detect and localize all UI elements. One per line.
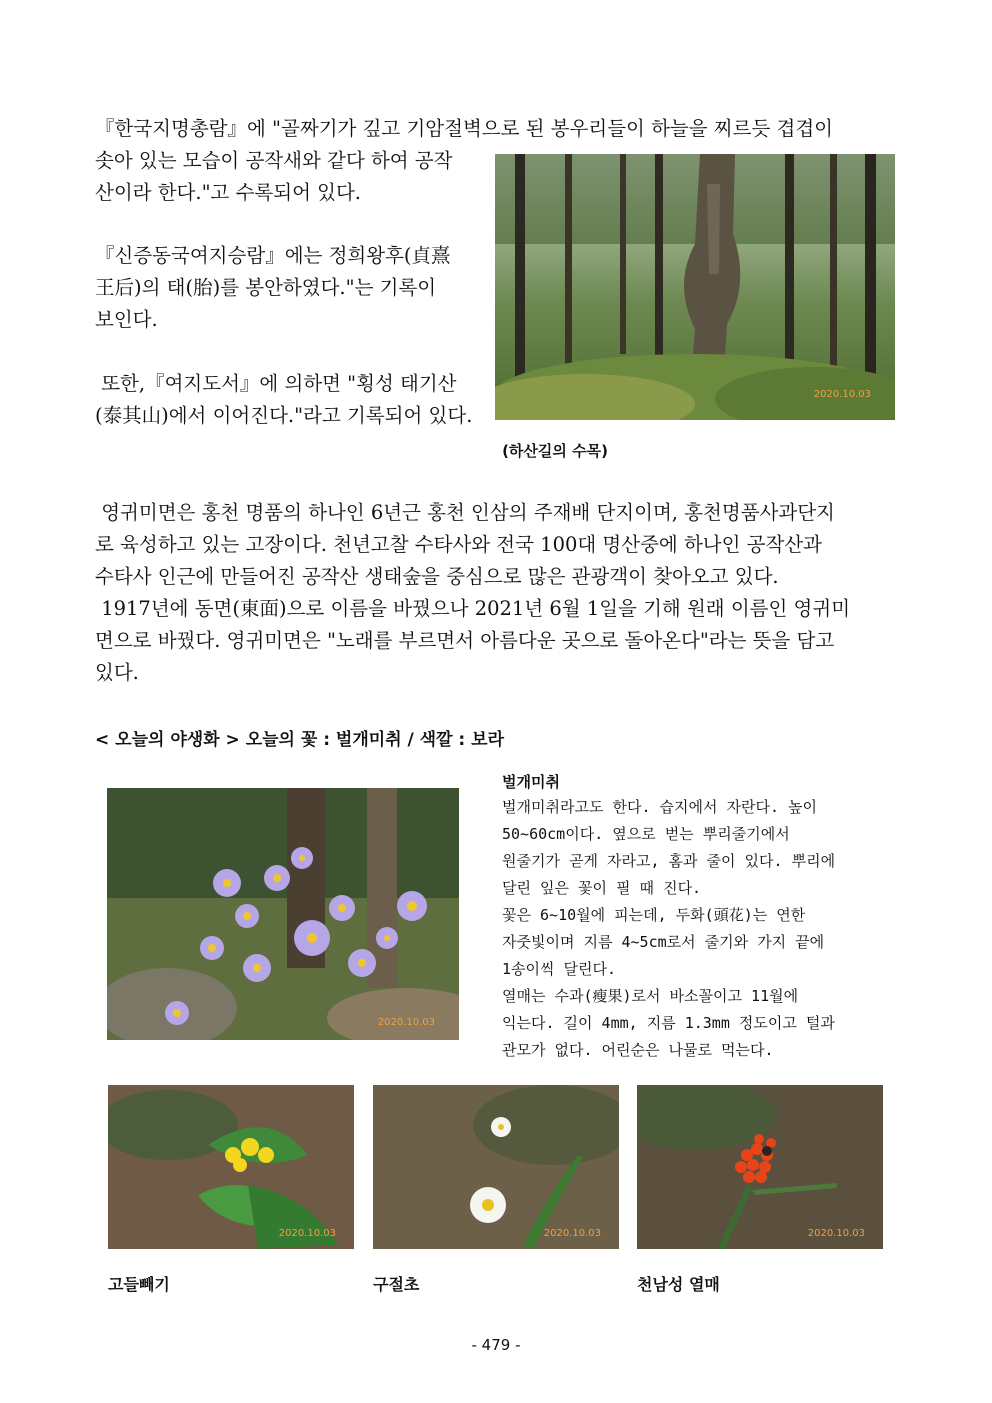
body-p2-line-2: 면으로 바꿨다. 영귀미면은 "노래를 부르면서 아름다운 곳으로 돌아온다"라는 뜻을 담고: [95, 629, 835, 652]
flower-desc-line: 꽃은 6~10월에 피는데, 두화(頭花)는 연한: [502, 906, 806, 924]
aster-photo: [107, 788, 459, 1040]
flower-desc-line: 익는다. 길이 4mm, 지름 1.3mm 정도이고 털과: [502, 1014, 835, 1032]
flower-desc-line: 벌개미취라고도 한다. 습지에서 자란다. 높이: [502, 798, 818, 816]
forest-trail-photo: [495, 154, 895, 420]
flower-desc-line: 원줄기가 곧게 자라고, 홈과 줄이 있다. 뿌리에: [502, 852, 836, 870]
body-p1-line-1: 영귀미면은 홍천 명품의 하나인 6년근 홍천 인삼의 주재배 단지이며, 홍천명품사과단지: [95, 501, 835, 524]
flower-desc-line: 관모가 없다. 어린순은 나물로 먹는다.: [502, 1041, 774, 1059]
body-p2-line-1: 1917년에 동면(東面)으로 이름을 바꿨으나 2021년 6월 1일을 기해 원래 이름인 영귀미: [95, 597, 851, 620]
cheonnamseong-photo: [637, 1085, 883, 1249]
flower-title: 벌개미취: [502, 773, 560, 791]
record-line-2: 王后)의 태(胎)를 봉안하였다."는 기록이: [95, 276, 437, 299]
intro-line-3: 산이라 한다."고 수록되어 있다.: [95, 181, 362, 204]
forest-photo-caption: (하산길의 수목): [502, 442, 608, 460]
forest-photo-date: 2020.10.03: [813, 389, 871, 400]
godeulppaegi-photo-date: 2020.10.03: [278, 1228, 336, 1239]
wildflower-heading: < 오늘의 야생화 > 오늘의 꽃 : 벌개미취 / 색깔 : 보라: [95, 730, 504, 750]
page-number: - 479 -: [471, 1336, 521, 1354]
cheonnamseong-photo-date: 2020.10.03: [807, 1228, 865, 1239]
flower-desc-line: 1송이씩 달린다.: [502, 960, 617, 978]
flower-description: [502, 794, 892, 1064]
flower-desc-line: 50~60cm이다. 옆으로 벋는 뿌리줄기에서: [502, 825, 790, 843]
yeoji-line-1: 또한,『여지도서』에 의하면 "횡성 태기산: [95, 372, 457, 395]
gujeolcho-label: 구절초: [373, 1275, 420, 1294]
body-p1-line-3: 수타사 인근에 만들어진 공작산 생태숲을 중심으로 많은 관광객이 찾아오고 있다.: [95, 565, 779, 588]
yeoji-line-2: (泰其山)에서 이어진다."라고 기록되어 있다.: [95, 404, 473, 427]
flower-desc-line: 달린 잎은 꽃이 필 때 진다.: [502, 879, 702, 897]
body-p2-line-3: 있다.: [95, 661, 139, 684]
intro-line-1: 『한국지명총람』에 "골짜기가 깊고 기암절벽으로 된 봉우리들이 하늘을 찌르듯 겹겹이: [95, 117, 834, 140]
gujeolcho-photo-date: 2020.10.03: [543, 1228, 601, 1239]
cheonnamseong-label: 천남성 열매: [637, 1275, 720, 1294]
aster-photo-date: 2020.10.03: [377, 1017, 435, 1028]
record-line-1: 『신증동국여지승람』에는 정희왕후(貞熹: [95, 244, 451, 267]
gujeolcho-photo: [373, 1085, 619, 1249]
record-line-3: 보인다.: [95, 308, 158, 331]
flower-desc-line: 열매는 수과(瘦果)로서 바소꼴이고 11월에: [502, 987, 799, 1005]
godeulppaegi-label: 고들빼기: [108, 1275, 170, 1294]
intro-line-2: 솟아 있는 모습이 공작새와 같다 하여 공작: [95, 149, 453, 172]
godeulppaegi-photo: [108, 1085, 354, 1249]
body-p1-line-2: 로 육성하고 있는 고장이다. 천년고찰 수타사와 전국 100대 명산중에 하나인 공작산과: [95, 533, 823, 556]
flower-desc-line: 자줏빛이며 지름 4~5cm로서 줄기와 가지 끝에: [502, 933, 825, 951]
